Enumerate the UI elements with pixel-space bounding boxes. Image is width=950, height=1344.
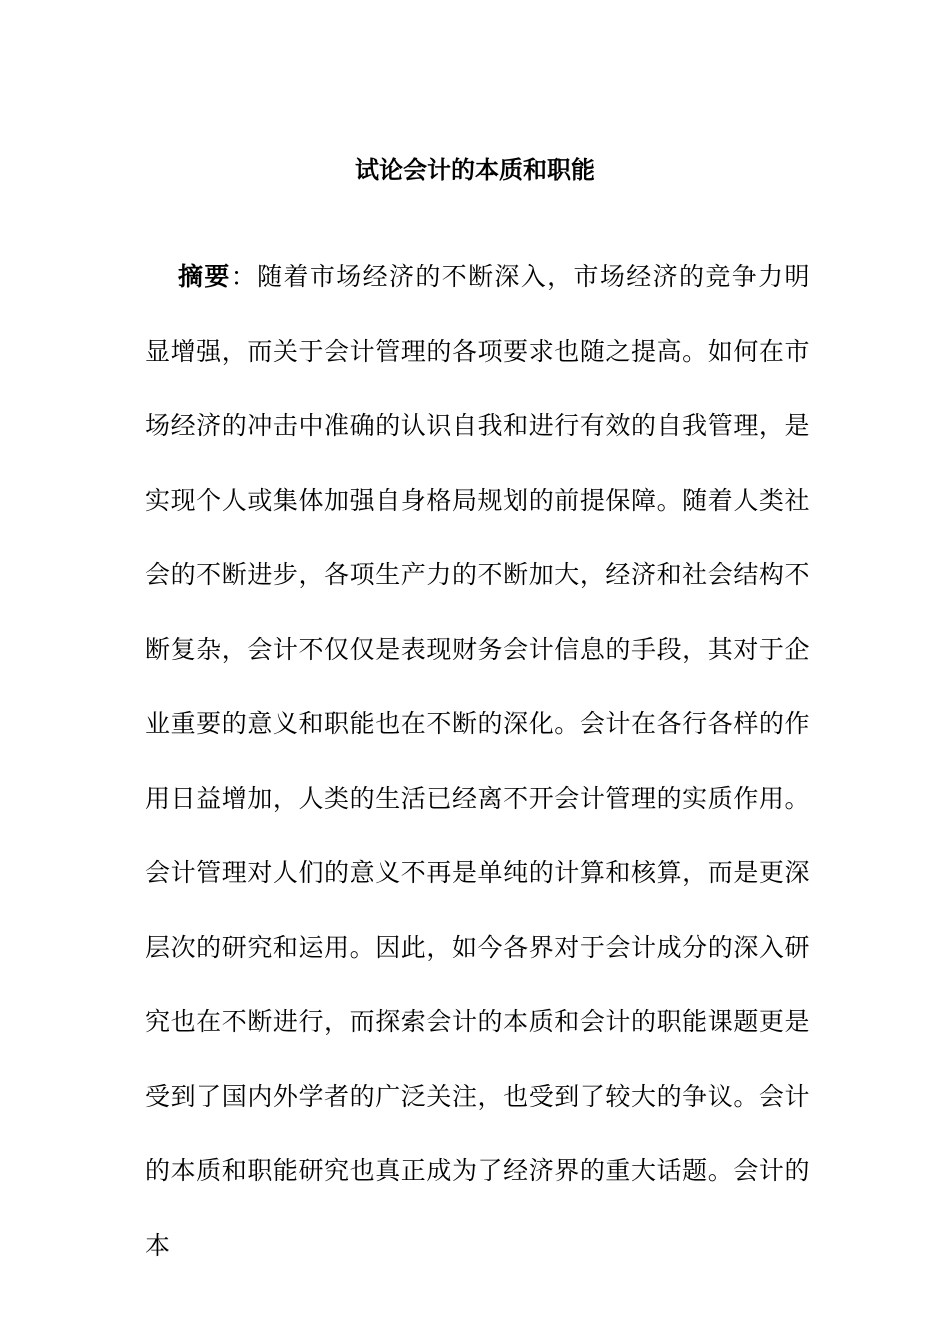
abstract-text: 随着市场经济的不断深入，市场经济的竞争力明显增强，而关于会计管理的各项要求也随之提高。如何在市场经济的冲击中准确的认识自我和进行有效的自我管理，是实现个人或集体加强自身格局规划的前提保障。随着人类社会的不断进步，各项生产力的不断加大，经济和社会结构不断复杂，会计不仅仅是表现财务会计信息的手段，其对于企业重要的意义和职能也在不断的深化。会计在各行各样的作用日益增加，人类的生活已经离不开会计管理的实质作用。会计管理对人们的意义不再是单纯的计算和核算，而是更深层次的研究和运用。因此，如今各界对于会计成分的深入研究也在不断进行，而探索会计的本质和会计的职能课题更是受到了国内外学者的广泛关注，也受到了较大的争议。会计的本质和职能研究也真正成为了经济界的重大话题。会计的本 <box>145 262 810 1260</box>
abstract-separator: ： <box>230 262 258 291</box>
abstract-paragraph <box>145 240 810 1283</box>
document-title: 试论会计的本质和职能 <box>355 156 595 184</box>
abstract-label: 摘要 <box>178 262 231 291</box>
